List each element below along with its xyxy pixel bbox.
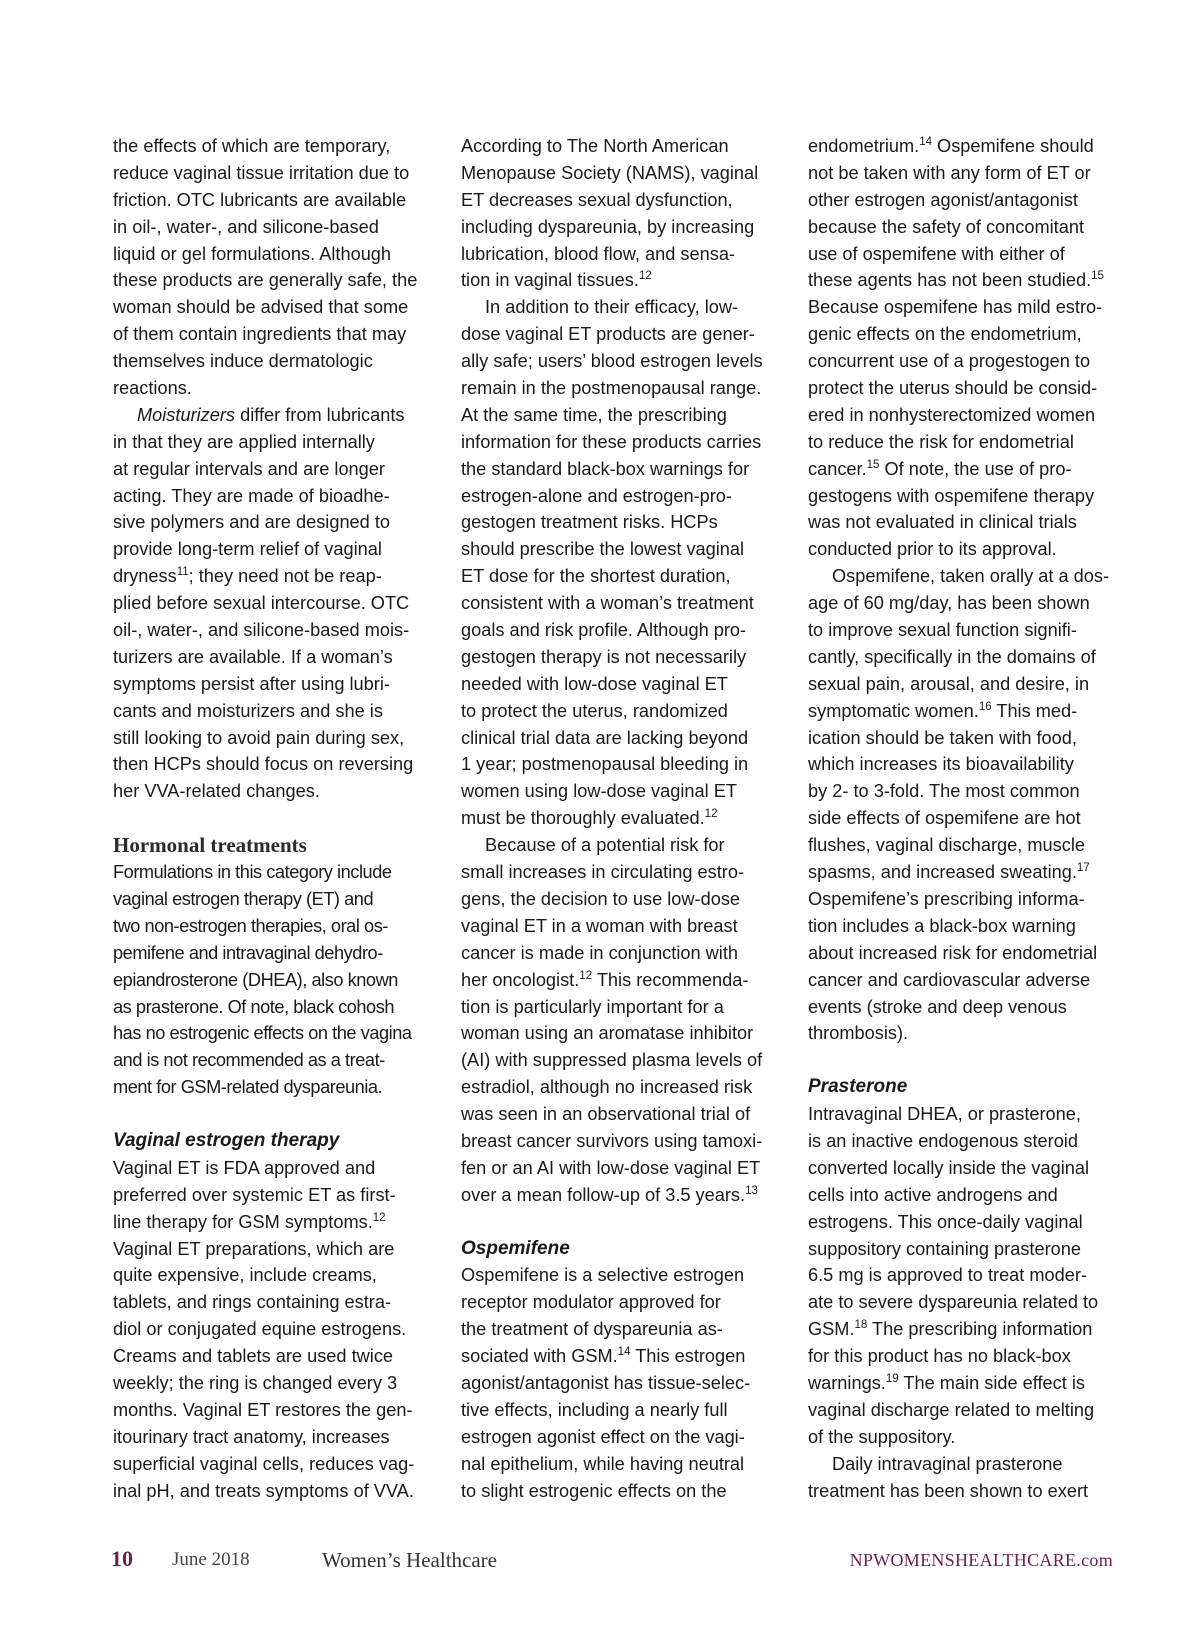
- paragraph-gap: [461, 1209, 766, 1236]
- body-line: cancer is made in conjunction with: [461, 942, 738, 963]
- body-text: The prescribing information: [867, 1319, 1093, 1340]
- body-line: clinical trial data are lacking beyond: [461, 727, 749, 748]
- emphasis-term: Moisturizers: [137, 404, 236, 425]
- issue-date: June 2018: [172, 1549, 250, 1570]
- article-column-3: [808, 133, 1113, 1504]
- paragraph-gap: [113, 1101, 418, 1128]
- body-line: still looking to avoid pain during sex,: [113, 727, 405, 748]
- body-line: sive polymers and are designed to: [113, 512, 391, 533]
- body-line: concurrent use of a progestogen to: [808, 351, 1091, 372]
- body-line: tive effects, including a nearly full: [461, 1399, 728, 1420]
- body-line: women using low-dose vaginal ET: [461, 781, 737, 802]
- body-line: of them contain ingredients that may: [113, 324, 407, 345]
- body-line: quite expensive, include creams,: [113, 1265, 377, 1286]
- body-line: [808, 267, 1113, 294]
- body-line: [808, 859, 1113, 886]
- body-text: symptomatic women.: [808, 700, 979, 721]
- body-line: superficial vaginal cells, reduces vag-: [113, 1453, 415, 1474]
- body-line: sexual pain, arousal, and desire, in: [808, 673, 1090, 694]
- body-line: woman should be advised that some: [113, 297, 409, 318]
- reference-superscript: 19: [885, 1372, 899, 1385]
- body-line: side effects of ospemifene are hot: [808, 808, 1081, 829]
- subsection-heading: Ospemifene: [461, 1237, 570, 1259]
- reference-superscript: 16: [978, 700, 992, 713]
- body-line: estradiol, although no increased risk: [461, 1077, 753, 1098]
- body-line: receptor modulator approved for: [461, 1292, 721, 1313]
- body-line: treatment has been shown to exert: [808, 1480, 1089, 1501]
- page-footer: [0, 1546, 1200, 1578]
- body-line: vaginal estrogen therapy (ET) and: [113, 888, 374, 909]
- body-line: ication should be taken with food,: [808, 727, 1077, 748]
- reference-superscript: 12: [704, 808, 718, 821]
- body-line: Creams and tablets are used twice: [113, 1346, 394, 1367]
- body-line: inal pH, and treats symptoms of VVA.: [113, 1480, 414, 1501]
- body-line: tablets, and rings containing estra-: [113, 1292, 392, 1313]
- body-line: genic effects on the endometrium,: [808, 324, 1082, 345]
- body-text: these agents has not been studied.: [808, 270, 1092, 291]
- body-line: for this product has no black-box: [808, 1346, 1071, 1367]
- body-line: preferred over systemic ET as first-: [113, 1184, 396, 1205]
- body-text: spasms, and increased sweating.: [808, 862, 1077, 883]
- body-line: cells into active androgens and: [808, 1184, 1058, 1205]
- body-text: Ospemifene should: [932, 136, 1094, 156]
- body-line: [461, 967, 766, 994]
- body-line: ate to severe dyspareunia related to: [808, 1292, 1099, 1313]
- body-line: friction. OTC lubricants are available: [113, 189, 407, 210]
- body-line: themselves induce dermatologic: [113, 351, 373, 372]
- body-line: to reduce the risk for endometrial: [808, 431, 1074, 452]
- body-line: At the same time, the prescribing: [461, 404, 727, 425]
- reference-superscript: 18: [854, 1319, 868, 1332]
- body-line: other estrogen agonist/antagonist: [808, 189, 1078, 210]
- body-line: Ospemifene’s prescribing informa-: [808, 888, 1085, 909]
- body-line: conducted prior to its approval.: [808, 539, 1057, 560]
- body-line: these products are generally safe, the: [113, 270, 418, 291]
- body-line: remain in the postmenopausal range.: [461, 378, 762, 399]
- body-line: reactions.: [113, 378, 192, 399]
- body-line: ET decreases sexual dysfunction,: [461, 189, 733, 210]
- body-line: months. Vaginal ET restores the gen-: [113, 1399, 413, 1420]
- body-line: weekly; the ring is changed every 3: [113, 1372, 398, 1393]
- paragraph-gap: [808, 1047, 1113, 1074]
- reference-superscript: 12: [638, 270, 652, 283]
- body-line: by 2- to 3-fold. The most common: [808, 781, 1080, 802]
- body-line: Daily intravaginal prasterone: [832, 1453, 1063, 1474]
- reference-superscript: 12: [579, 969, 593, 982]
- body-line: her VVA-related changes.: [113, 781, 320, 802]
- body-line: [808, 456, 1113, 483]
- body-line: age of 60 mg/day, has been shown: [808, 593, 1090, 614]
- body-line: the effects of which are temporary,: [113, 136, 391, 156]
- subsection-heading: Vaginal estrogen therapy: [113, 1129, 340, 1151]
- body-line: [808, 1316, 1113, 1343]
- body-text: Of note, the use of pro-: [879, 458, 1072, 479]
- body-line: [461, 267, 766, 294]
- body-line: the treatment of dyspareunia as-: [461, 1319, 723, 1340]
- reference-superscript: 13: [745, 1184, 758, 1197]
- body-line: Menopause Society (NAMS), vaginal: [461, 162, 759, 183]
- reference-superscript: 14: [919, 136, 932, 148]
- body-line: ET dose for the shortest duration,: [461, 566, 731, 587]
- section-heading: Hormonal treatments: [113, 833, 307, 858]
- body-line: breast cancer survivors using tamoxi-: [461, 1130, 763, 1151]
- body-line: events (stroke and deep venous: [808, 996, 1067, 1017]
- body-line: woman using an aromatase inhibitor: [461, 1023, 754, 1044]
- journal-title: Women’s Healthcare: [322, 1548, 497, 1572]
- body-line: [461, 805, 766, 832]
- body-line: [113, 563, 418, 590]
- body-line: in that they are applied internally: [113, 431, 375, 452]
- body-line: thrombosis).: [808, 1023, 909, 1044]
- body-line: use of ospemifene with either of: [808, 243, 1065, 264]
- body-line: to improve sexual function signifi-: [808, 620, 1077, 641]
- body-line: Intravaginal DHEA, or prasterone,: [808, 1104, 1081, 1125]
- article-column-1: [113, 133, 418, 1504]
- body-text: ; they need not be reap-: [188, 566, 382, 587]
- body-line: Because of a potential risk for: [485, 835, 725, 856]
- body-line: [461, 1182, 766, 1209]
- body-line: ment for GSM-related dyspareunia.: [113, 1077, 383, 1098]
- body-line: cants and moisturizers and she is: [113, 700, 383, 721]
- body-text: differ from lubricants: [235, 404, 405, 425]
- body-line: flushes, vaginal discharge, muscle: [808, 835, 1085, 856]
- body-line: itourinary tract anatomy, increases: [113, 1426, 390, 1447]
- body-line: fen or an AI with low-dose vaginal ET: [461, 1157, 761, 1178]
- body-text: The main side effect is: [898, 1372, 1085, 1393]
- body-line: [113, 402, 418, 429]
- body-text: endometrium.: [808, 136, 920, 156]
- body-line: and is not recommended as a treat-: [113, 1050, 385, 1071]
- body-line: 1 year; postmenopausal bleeding in: [461, 754, 749, 775]
- body-line: at regular intervals and are longer: [113, 458, 385, 479]
- subsection-heading: Prasterone: [808, 1076, 908, 1098]
- body-line: Ospemifene is a selective estrogen: [461, 1265, 745, 1286]
- body-line: estrogen-alone and estrogen-pro-: [461, 485, 732, 506]
- page-number: 10: [111, 1546, 133, 1571]
- body-line: protect the uterus should be consid-: [808, 378, 1098, 399]
- body-line: because the safety of concomitant: [808, 216, 1085, 237]
- body-text: cancer.: [808, 458, 867, 479]
- body-line: ally safe; users’ blood estrogen levels: [461, 351, 763, 372]
- body-line: estrogen agonist effect on the vagi-: [461, 1426, 745, 1447]
- body-line: agonist/antagonist has tissue-selec-: [461, 1372, 751, 1393]
- body-line: symptoms persist after using lubri-: [113, 673, 390, 694]
- body-line: estrogens. This once-daily vaginal: [808, 1211, 1083, 1232]
- body-line: pemifene and intravaginal dehydro-: [113, 942, 383, 963]
- body-line: not be taken with any form of ET or: [808, 162, 1091, 183]
- body-line: provide long-term relief of vaginal: [113, 539, 382, 560]
- body-line: gestogen treatment risks. HCPs: [461, 512, 718, 533]
- body-line: converted locally inside the vaginal: [808, 1157, 1090, 1178]
- body-line: [461, 1343, 766, 1370]
- body-line: of the suppository.: [808, 1426, 956, 1447]
- body-line: Vaginal ET preparations, which are: [113, 1238, 395, 1259]
- body-line: reduce vaginal tissue irritation due to: [113, 162, 410, 183]
- reference-superscript: 15: [1091, 270, 1104, 283]
- body-line: the standard black-box warnings for: [461, 458, 750, 479]
- body-line: is an inactive endogenous steroid: [808, 1130, 1078, 1151]
- body-line: [113, 1209, 418, 1236]
- body-line: dose vaginal ET products are gener-: [461, 324, 755, 345]
- body-line: nal epithelium, while having neutral: [461, 1453, 745, 1474]
- body-line: consistent with a woman’s treatment: [461, 593, 754, 614]
- body-line: Formulations in this category include: [113, 862, 392, 883]
- body-line: to protect the uterus, randomized: [461, 700, 728, 721]
- body-line: needed with low-dose vaginal ET: [461, 673, 728, 694]
- body-line: (AI) with suppressed plasma levels of: [461, 1050, 763, 1071]
- body-line: plied before sexual intercourse. OTC: [113, 593, 410, 614]
- website-link[interactable]: NPWOMENSHEALTHCARE.com: [849, 1550, 1113, 1570]
- body-line: then HCPs should focus on reversing: [113, 754, 414, 775]
- body-text: This estrogen: [630, 1346, 746, 1367]
- body-line: [808, 1370, 1113, 1397]
- body-line: vaginal discharge related to melting: [808, 1399, 1095, 1420]
- body-line: oil-, water-, and silicone-based mois-: [113, 620, 410, 641]
- body-line: two non-estrogen therapies, oral os-: [113, 915, 388, 936]
- body-line: cancer and cardiovascular adverse: [808, 969, 1091, 990]
- reference-superscript: 17: [1076, 862, 1090, 875]
- body-line: to slight estrogenic effects on the: [461, 1480, 727, 1501]
- reference-superscript: 15: [866, 458, 880, 471]
- body-line: tion is particularly important for a: [461, 996, 724, 1017]
- body-line: Because ospemifene has mild estro-: [808, 297, 1103, 318]
- body-line: has no estrogenic effects on the vagina: [113, 1023, 412, 1044]
- body-text: warnings.: [808, 1372, 886, 1393]
- body-line: [808, 133, 1113, 160]
- body-line: epiandrosterone (DHEA), also known: [113, 969, 398, 990]
- body-line: small increases in circulating estro-: [461, 862, 745, 883]
- body-line: diol or conjugated equine estrogens.: [113, 1319, 407, 1340]
- body-text: GSM.: [808, 1319, 855, 1340]
- body-text: over a mean follow-up of 3.5 years.: [461, 1184, 746, 1205]
- body-line: which increases its bioavailability: [808, 754, 1074, 775]
- reference-superscript: 12: [372, 1211, 386, 1224]
- body-text: line therapy for GSM symptoms.: [113, 1211, 373, 1232]
- body-text: tion in vaginal tissues.: [461, 270, 639, 291]
- body-line: ered in nonhysterectomized women: [808, 404, 1096, 425]
- body-line: goals and risk profile. Although pro-: [461, 620, 747, 641]
- body-line: gestogen therapy is not necessarily: [461, 646, 747, 667]
- body-line: lubrication, blood flow, and sensa-: [461, 243, 735, 264]
- body-line: information for these products carries: [461, 431, 762, 452]
- body-line: gens, the decision to use low-dose: [461, 888, 741, 909]
- body-line: about increased risk for endometrial: [808, 942, 1098, 963]
- body-line: vaginal ET in a woman with breast: [461, 915, 738, 936]
- body-line: should prescribe the lowest vaginal: [461, 539, 745, 560]
- body-line: cantly, specifically in the domains of: [808, 646, 1096, 667]
- reference-superscript: 11: [176, 566, 189, 579]
- body-line: Ospemifene, taken orally at a dos-: [832, 566, 1109, 587]
- body-line: acting. They are made of bioadhe-: [113, 485, 390, 506]
- body-line: as prasterone. Of note, black cohosh: [113, 996, 395, 1017]
- body-line: In addition to their efficacy, low-: [485, 297, 739, 318]
- paragraph-gap: [113, 805, 418, 832]
- body-line: suppository containing prasterone: [808, 1238, 1081, 1259]
- body-line: was seen in an observational trial of: [461, 1104, 751, 1125]
- body-line: gestogens with ospemifene therapy: [808, 485, 1095, 506]
- body-line: was not evaluated in clinical trials: [808, 512, 1077, 533]
- body-line: in oil-, water-, and silicone-based: [113, 216, 379, 237]
- body-line: tion includes a black-box warning: [808, 915, 1076, 936]
- body-text: must be thoroughly evaluated.: [461, 808, 705, 829]
- article-column-2: [461, 133, 766, 1504]
- body-line: including dyspareunia, by increasing: [461, 216, 755, 237]
- body-text: her oncologist.: [461, 969, 580, 990]
- body-line: liquid or gel formulations. Although: [113, 243, 392, 264]
- body-text: This med-: [991, 700, 1078, 721]
- body-text: sociated with GSM.: [461, 1346, 618, 1367]
- body-line: Vaginal ET is FDA approved and: [113, 1157, 376, 1178]
- body-line: turizers are available. If a woman’s: [113, 646, 393, 667]
- body-text: dryness: [113, 566, 177, 587]
- body-line: According to The North American: [461, 136, 729, 156]
- reference-superscript: 14: [617, 1346, 631, 1359]
- body-line: [808, 698, 1113, 725]
- body-text: This recommenda-: [592, 969, 749, 990]
- body-line: 6.5 mg is approved to treat moder-: [808, 1265, 1088, 1286]
